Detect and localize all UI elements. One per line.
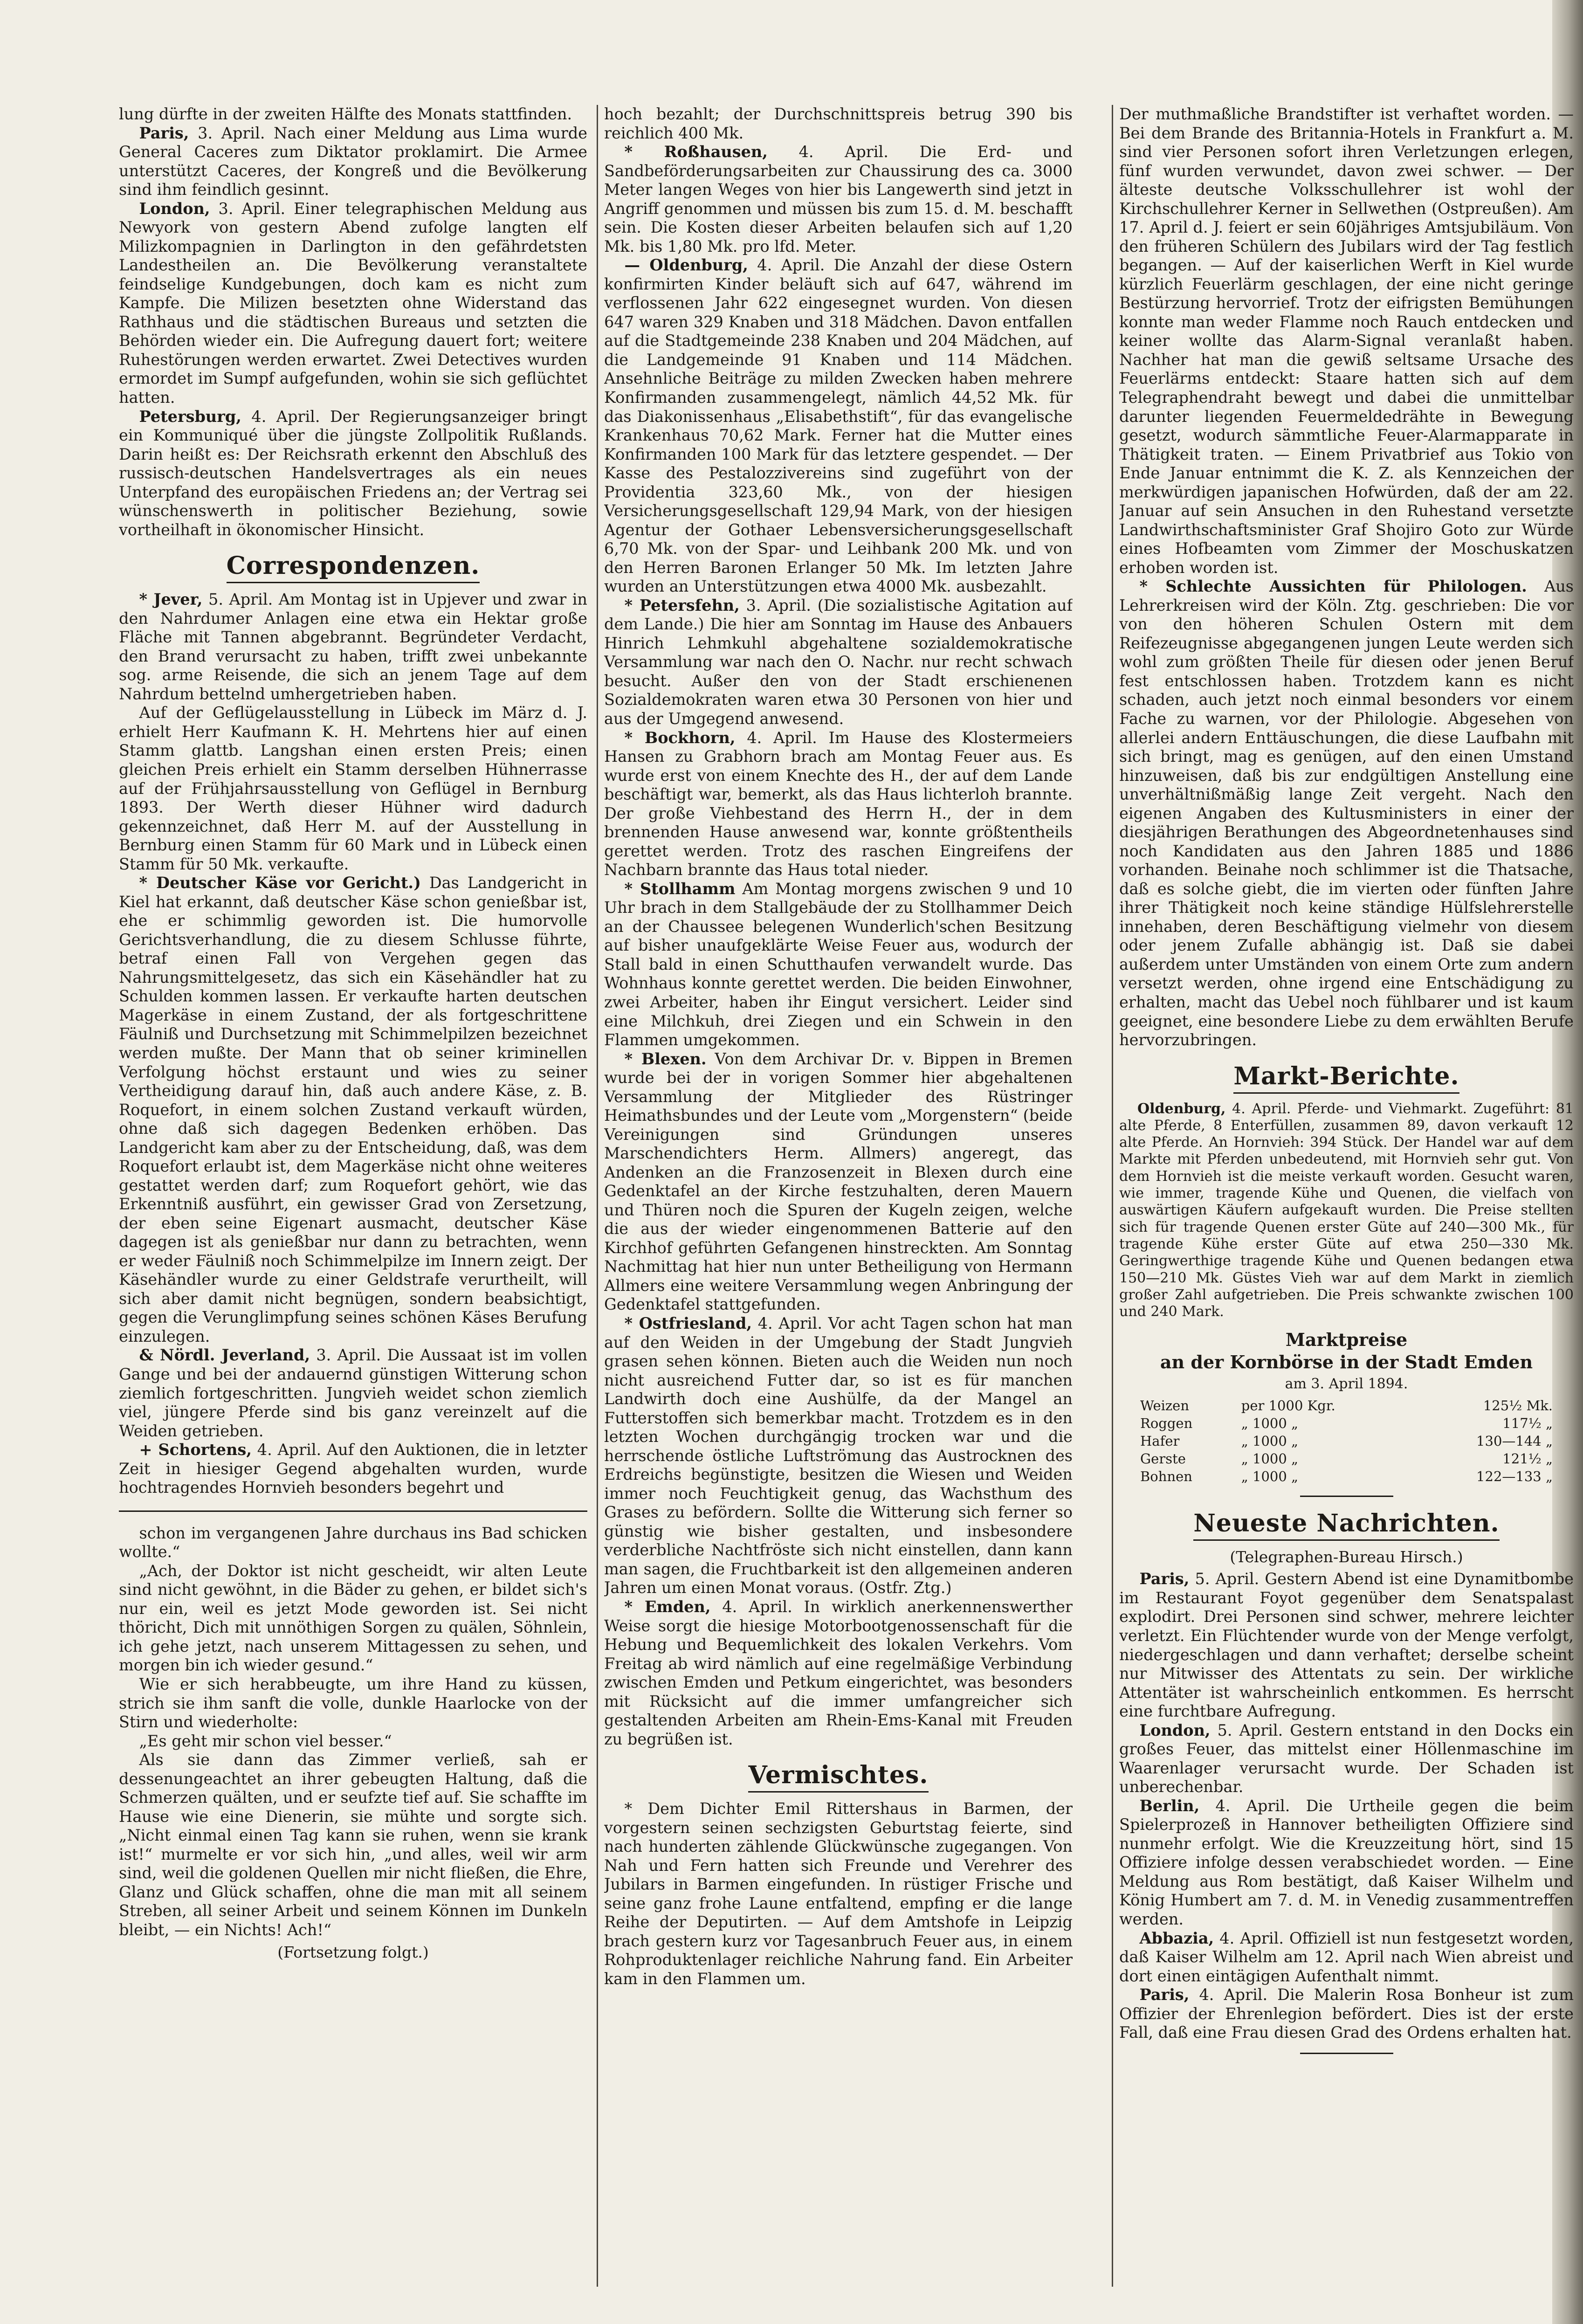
column-right — [1119, 105, 1574, 2296]
price-title-line: an der Kornbörse in der Stadt Emden — [1160, 1351, 1533, 1372]
market-report — [1119, 1101, 1574, 1321]
price-table-title — [1119, 1329, 1574, 1373]
price-row — [1137, 1432, 1555, 1450]
news-text: 5. April. Am Montag ist in Upjever und zwar in den Nahrdumer Anlagen eine etwa ein Hektar große Fläche mit Tannen abgebrannt. Begründeter Verdacht, den Brand verursacht zu haben, trifft zwei unbekannte sog. arme Reisende, die sich an jenem Tage auf dem Nahrdum bettelnd umhergetrieben haben. — [119, 590, 587, 703]
price-cell-price: 117½ „ — [1502, 1415, 1553, 1432]
dateline: * Bockhorn, — [624, 728, 736, 747]
news-source: (Telegraphen-Bureau Hirsch.) — [1230, 1548, 1463, 1566]
news-item — [604, 1314, 1073, 1598]
section-heading-text: Markt-Berichte. — [1233, 1062, 1459, 1094]
item-heading: * Deutscher Käse vor Gericht.) — [139, 874, 421, 892]
section-heading — [604, 1761, 1073, 1789]
price-cell-per: „ 1000 „ — [1241, 1469, 1299, 1485]
column-left — [119, 105, 587, 2296]
news-text: 3. April. Die Aussaat ist im vollen Gange und bei der andauernd günstigen Witterung schon ziemlich fortgeschritten. Jungvieh weidet schon ziemlich viel, jüngere Pferde sind bis ganz vereinzelt auf die Weiden getrieben. — [119, 1346, 587, 1440]
news-item — [1119, 1986, 1574, 2042]
news-item — [119, 200, 587, 407]
news-text: 4. April. Im Hause des Klostermeiers Hansen zu Grabhorn brach am Montag Feuer aus. Es wurde erst von einem Knechte des H., der auf dem Lande beschäftigt war, bemerkt, als das Haus lichterloh brannte. Der große Viehbestand des Herrn H., der in dem brennenden Hause anwesend war, konnte größtentheils gerettet werden. Trotz des raschen Eingreifens der Nachbarn brannte das Haus total nieder. — [604, 728, 1073, 879]
news-item — [119, 124, 587, 200]
section-heading-text: Neueste Nachrichten. — [1193, 1509, 1499, 1541]
news-item — [1119, 1929, 1574, 1986]
price-row — [1137, 1450, 1555, 1468]
news-item — [119, 1441, 587, 1497]
price-cell-per: per 1000 Kgr. — [1241, 1398, 1335, 1414]
dateline: * Stollhamm — [624, 879, 736, 898]
news-item — [604, 256, 1073, 596]
news-item — [119, 407, 587, 540]
price-table-date: am 3. April 1894. — [1285, 1376, 1408, 1393]
price-cell-price: 130—144 „ — [1476, 1433, 1553, 1449]
news-text: Aus Lehrerkreisen wird der Köln. Ztg. geschrieben: Die vor von den höheren Schulen Ostern mit dem Reifezeugnisse abgegangenen jungen Leute werden sich wohl zum größten Theile für diesen oder jenen Beruf fest entschlossen haben. Trotzdem kann es nicht schaden, auch jetzt noch einmal besonders vor einem Fache zu warnen, vor der Philologie. Abgesehen von allerlei andern Enttäuschungen, die diese Laufbahn mit sich bringt, mag es genügen, auf den einen Umstand hinzuweisen, daß bis zur endgültigen Anstellung eine unverhältnißmäßig lange Zeit vergeht. Nach den eigenen Angaben des Kultusministers in einer der diesjährigen Berathungen des Abgeordnetenhauses sind noch Kandidaten aus den Jahren 1885 und 1886 vorhanden. Beinahe noch schlimmer ist die Thatsache, daß es solche giebt, die im vierten oder fünften Jahre ihrer Thätigkeit noch keine ständige Hülfslehrerstelle innehaben, deren Beschäftigung vielmehr von diesem oder jenem Zufalle abhängig ist. Daß sie dabei außerdem unter Umständen von einem Orte zum andern versetzt werden, ohne irgend eine Entschädigung zu erhalten, macht das Uebel noch fühlbarer und ist kaum geeignet, eine besondere Liebe zu dem erwählten Berufe hervorzubringen. — [1119, 577, 1574, 1049]
news-text: 5. April. Gestern entstand in den Docks ein großes Feuer, das mittelst einer Höllenmaschine im Waarenlager verursacht wurde. Der Schaden ist unberechenbar. — [1119, 1721, 1574, 1796]
news-item — [604, 880, 1073, 1050]
price-row — [1137, 1397, 1555, 1414]
column-rule — [597, 105, 598, 2287]
price-cell-per: „ 1000 „ — [1241, 1433, 1299, 1449]
price-cell-price: 121½ „ — [1502, 1451, 1553, 1467]
news-text: 3. April. Nach einer Meldung aus Lima wurde General Caceres zum Diktator proklamirt. Die Armee unterstützt Caceres, der Kongreß und die Bevölkerung sind ihm feindlich gesinnt. — [119, 124, 587, 199]
dateline: * Roßhausen, — [624, 143, 768, 161]
news-text: 4. April. In wirklich anerkennenswerther Weise sorgt die hiesige Motorbootgenossenschaft für die Hebung und Bequemlichkeit des lokalen Verkehrs. Vom Freitag ab wird nämlich auf eine regelmäßige Verbindung zwischen Emden und Petkum eingerichtet, was besonders mit Rücksicht auf die immer umfangreicher sich gestaltenden Arbeiten am Rhein-Ems-Kanal mit Freuden zu begrüßen ist. — [604, 1597, 1073, 1748]
paragraph: lung dürfte in der zweiten Hälfte des Monats stattfinden. — [119, 105, 572, 123]
divider — [1300, 2053, 1393, 2054]
dateline: Paris, — [1139, 1986, 1190, 2004]
story-paragraph: schon im vergangenen Jahre durchaus ins Bad schicken wollte.“ — [119, 1524, 587, 1561]
story-paragraph: „Ach, der Doktor ist nicht gescheidt, wir alten Leute sind nicht gewöhnt, in die Bäder zu gehen, er bildet sich's nur ein, weil es jetzt Mode geworden ist. Sei nicht thöricht, Dich mit unnöthigen Sorgen zu quälen, Söhnlein, ich gehe jetzt, nach unserem Mittagessen zu sehen, und morgen bin ich wieder gesund.“ — [119, 1561, 587, 1675]
price-cell-per: „ 1000 „ — [1241, 1415, 1299, 1432]
price-cell-name: Bohnen — [1140, 1469, 1192, 1485]
news-item: Auf der Geflügelausstellung in Lübeck im März d. J. erhielt Herr Kaufmann K. H. Mehrtens hier auf einen Stamm glattb. Langshan einen ersten Preis; einen gleichen Preis erhielt ein Stamm derselben Hühnerrasse auf der Frühjahrsausstellung von Geflügel in Bernburg 1893. Der Werth dieser Hühner wird dadurch gekennzeichnet, daß Herr M. auf der Ausstellung in Bernburg einen Stamm für 60 Mark und in Lübeck einen Stamm für 50 Mk. verkaufte. — [119, 703, 587, 873]
news-text: 4. April. Auf den Auktionen, die in letzter Zeit in hiesiger Gegend abgehalten wurden, wurde hochtragendes Hornvieh besonders begehrt und — [119, 1441, 587, 1497]
news-item — [1119, 1570, 1574, 1721]
item-heading: * Schlechte Aussichten für Philologen. — [1139, 577, 1527, 596]
dateline: London, — [1139, 1721, 1211, 1739]
section-heading — [119, 552, 587, 580]
price-cell-name: Gerste — [1140, 1451, 1186, 1467]
divider — [1300, 1496, 1393, 1497]
news-item — [604, 596, 1073, 729]
news-item — [119, 874, 587, 1346]
news-item: * Dem Dichter Emil Rittershaus in Barmen, der vorgestern seinen sechzigsten Geburtstag feierte, sind nach hunderten zählende Glückwünsche zugegangen. Von Nah und Fern hatten sich Freunde und Verehrer des Jubilars in Barmen eingefunden. In rüstiger Frische und seine ganz frohe Laune entfaltend, empfing er die lange Reihe der Deputirten. — Auf dem Amtshofe in Leipzig brach gestern kurz vor Tagesanbruch Feuer aus, in einem Rohproduktenlager reichliche Nahrung fand. Ein Arbeiter kam in den Flammen um. — [604, 1800, 1073, 1988]
news-text: Von dem Archivar Dr. v. Bippen in Bremen wurde bei der in vorigen Sommer hier abgehaltenen Versammlung der Mitglieder des Rüstringer Heimathsbundes und der Leute vom „Morgenstern“ (beide Vereinigungen sind Gründungen unseres Marschendichters Herm. Allmers) angeregt, das Andenken an die Franzosenzeit in Blexen durch eine Gedenktafel an der Kirche festzuhalten, deren Mauern und Thüren noch die Spuren der Kugeln zeigen, welche die aus der wieder eingenommenen Batterie auf den Kirchhof geführten Gefangenen hinstreckten. Am Sonntag Nachmittag hat hier nun unter Betheiligung von Hermann Allmers eine weitere Versammlung wegen Anbringung der Gedenktafel stattgefunden. — [604, 1049, 1073, 1314]
price-title-line: Marktpreise — [1285, 1329, 1408, 1351]
news-text: 4. April. Der Regierungsanzeiger bringt ein Kommuniqué über die jüngste Zollpolitik Rußlands. Darin heißt es: Der Reichsrath erkennt den Abschluß des russisch-deutschen Handelsvertrages als ein neues Unterpfand des europäischen Friedens an; der Vertrag sei wünschenswerth in politischer Beziehung, sowie vortheilhaft in ökonomischer Hinsicht. — [119, 407, 587, 539]
price-cell-per: „ 1000 „ — [1241, 1451, 1299, 1467]
dateline: Paris, — [1139, 1570, 1190, 1588]
story-paragraph: Wie er sich herabbeugte, um ihre Hand zu küssen, strich sie ihm sanft die volle, dunkle Haarlocke von der Stirn und wiederholte: — [119, 1675, 587, 1731]
price-cell-name: Roggen — [1140, 1415, 1193, 1432]
feuilleton-story — [119, 1524, 587, 1962]
story-paragraph: „Es geht mir schon viel besser.“ — [139, 1731, 392, 1750]
news-item — [604, 729, 1073, 880]
dateline: & Nördl. Jeverland, — [139, 1346, 310, 1365]
paragraph: Der muthmaßliche Brandstifter ist verhaftet worden. — Bei dem Brande des Britannia-Hotels in Frankfurt a. M. sind vier Personen sofort ihren Verletzungen erlegen, fünf wurden verwundet, davon zwei schwer. — Der älteste deutsche Volksschullehrer ist wohl der Kirchschullehrer Kerner in Sellwethen (Ostpreußen). Am 17. April d. J. feiert er sein 60jähriges Amtsjubiläum. Von den früheren Schülern des Jubilars wird der Tag festlich begangen. — Auf der kaiserlichen Werft in Kiel wurde kürzlich Feuerlärm geschlagen, der eine nicht geringe Bestürzung hervorrief. Trotz der eifrigsten Bemühungen konnte man weder Flamme noch Rauch entdecken und keiner wollte das Alarm-Signal veranlaßt haben. Nachher hat man die gewiß seltsame Ursache des Feuerlärms entdeckt: Staare hatten sich auf dem Telegraphendraht bewegt und dabei die unmittelbar darunter liegenden Feuermeldedrähte in Bewegung gesetzt, wodurch sämmtliche Feuer-Alarmapparate in Thätigkeit traten. — Einem Privatbrief aus Tokio von Ende Januar entnimmt die K. Z. als Kennzeichen der merkwürdigen japanischen Hofwürden, daß der am 22. Januar auf sein Ansuchen in den Ruhestand versetzte Landwirthschaftsminister Graf Shojiro Goto zur Würde eines Hofbeamten vom Zimmer der Moschuskatzen erhoben worden ist. — [1119, 105, 1574, 577]
price-cell-name: Hafer — [1140, 1433, 1180, 1449]
dateline: * Petersfehn, — [624, 596, 740, 614]
section-heading-text: Correspondenzen. — [227, 552, 480, 583]
feuilleton-divider — [119, 1510, 587, 1512]
column-rule — [1112, 105, 1113, 2287]
price-row — [1137, 1468, 1555, 1485]
news-item — [1119, 1721, 1574, 1797]
news-item — [1119, 577, 1574, 1049]
news-text: 4. April. Die Malerin Rosa Bonheur ist zum Offizier der Ehrenlegion befördert. Dies ist der erste Fall, daß eine Frau diesen Grad des Ordens erhalten hat. — [1119, 1986, 1574, 2042]
price-table — [1137, 1397, 1555, 1485]
news-text: 5. April. Gestern Abend ist eine Dynamitbombe im Restaurant Foyot gegenüber dem Senatspalast explodirt. Drei Personen sind schwer, mehrere leichter verletzt. Ein Flüchtender wurde von der Menge verfolgt, niedergeschlagen und dann verhaftet; derselbe scheint nur Mitwisser des Attentats zu sein. Der wirkliche Attentäter ist wahrscheinlich entkommen. Es herrscht eine furchtbare Aufregung. — [1119, 1570, 1574, 1721]
price-cell-name: Weizen — [1140, 1398, 1189, 1414]
dateline: Oldenburg, — [1137, 1100, 1226, 1117]
news-text: Am Montag morgens zwischen 9 und 10 Uhr brach in dem Stallgebäude der zu Stollhammer Deich an der Chaussee belegenen Wunderlich'schen Besitzung auf bisher unaufgeklärte Weise Feuer aus, wodurch der Stall bald in einen Schutthaufen verwandelt wurde. Das Wohnhaus konnte gerettet werden. Die beiden Einwohner, zwei Arbeiter, haben ihr Eingut versichert. Leider sind eine Milchkuh, drei Ziegen und ein Schwein in den Flammen umgekommen. — [604, 879, 1073, 1049]
news-item — [119, 1346, 587, 1441]
news-text: 4. April. Die Erd- und Sandbeförderungsarbeiten zur Chaussirung des ca. 3000 Meter langen Weges von hier bis Langewerth sind jetzt in Angriff genommen und müssen bis zum 15. d. M. beschafft sein. Die Kosten dieser Arbeiten belaufen sich auf 1,20 Mk. bis 1,80 Mk. pro lfd. Meter. — [604, 143, 1073, 255]
column-middle — [604, 105, 1073, 2296]
price-cell-price: 122—133 „ — [1476, 1469, 1553, 1485]
news-item — [119, 590, 587, 703]
dateline: * Blexen. — [624, 1049, 707, 1068]
dateline: * Ostfriesland, — [624, 1314, 752, 1332]
news-text: 4. April. Vor acht Tagen schon hat man auf den Weiden in der Umgebung der Stadt Jungvieh grasen sehen können. Bieten auch die Weiden nun noch nicht ausreichend Futter dar, so ist es für manchen Landwirth doch eine Aushülfe, da der Mangel an Futterstoffen sich bemerkbar macht. Trotzdem es in den letzten Wochen durchgängig trocken war und die herrschende östliche Luftströmung das Austrocknen des Erdreichs begünstigte, besitzen die Wiesen und Weiden immer noch Feuchtigkeit genug, das Wachsthum des Grases zu befördern. Sollte die Witterung sich ferner so günstig wie bisher gestalten, und insbesondere verderbliche Nachtfröste sich nicht einstellen, dann kann man sagen, die Fruchtbarkeit ist den allgemeinen anderen Jahren um einen Monat voraus. (Ostfr. Ztg.) — [604, 1314, 1073, 1597]
price-cell-price: 125½ Mk. — [1483, 1398, 1553, 1414]
story-paragraph: Als sie dann das Zimmer verließ, sah er dessenungeachtet an ihrer gebeugten Haltung, daß die Schmerzen quälten, und er seufzte tief auf. Sie schaffte im Hause wie eine Dienerin, sie mühte und sorgte sich. „Nicht einmal einen Tag kann sie ruhen, wenn sie krank ist!“ murmelte er vor sich hin, „und alles, weil wir arm sind, weil die goldenen Quellen mir nicht fließen, die Ehre, Glanz und Glück schaffen, ohne die man mit all seinem Streben, all seiner Arbeit und seinem Können im Dunkeln bleibt, — ein Nichts! Ach!“ — [119, 1751, 587, 1939]
price-row — [1137, 1414, 1555, 1432]
dateline: + Schortens, — [139, 1441, 252, 1459]
news-text: 3. April. Einer telegraphischen Meldung aus Newyork von gestern Abend zufolge langten elf Milizkompagnien in Darlington in den gefährdetsten Landestheilen an. Die Bevölkerung veranstaltete feindselige Kundgebungen, doch kam es nicht zum Kampfe. Die Milizen besetzten ohne Widerstand das Rathhaus und die städtischen Bureaus und setzten die Behörden wieder ein. Die Aufregung dauert fort; weitere Ruhestörungen werden erwartet. Zwei Detectives wurden ermordet im Sumpf aufgefunden, wohin sie sich geflüchtet hatten. — [119, 199, 587, 407]
continuation-note: (Fortsetzung folgt.) — [277, 1943, 429, 1962]
news-item — [604, 1050, 1073, 1314]
news-item — [1119, 1797, 1574, 1929]
section-heading — [1119, 1509, 1574, 1538]
section-heading — [1119, 1062, 1574, 1090]
section-heading-text: Vermischtes. — [748, 1761, 928, 1793]
news-text: 3. April. (Die sozialistische Agitation auf dem Lande.) Die hier am Sonntag im Hause des Anbauers Hinrich Lehmkuhl abgehaltene sozialdemokratische Versammlung war nach den O. Nachr. nur recht schwach besucht. Außer den von der Stadt erschienenen Sozialdemokraten waren etwa 30 Personen von hier und aus der Umgegend anwesend. — [604, 596, 1073, 728]
dateline: Abbazia, — [1139, 1929, 1214, 1947]
dateline: Paris, — [139, 124, 189, 142]
dateline: — Oldenburg, — [624, 256, 748, 275]
news-text: 4. April. Die Anzahl der diese Ostern konfirmirten Kinder beläuft sich auf 647, während im verflossenen Jahr 622 eingesegnet wurden. Von diesen 647 waren 329 Knaben und 318 Mädchen. Davon entfallen auf die Stadtgemeinde 238 Knaben und 204 Mädchen, auf die Landgemeinde 91 Knaben und 114 Mädchen. Ansehnliche Beiträge zu milden Zwecken haben mehrere Konfirmanden zusammengelegt, nämlich 44,52 Mk. für das Diakonissenhaus „Elisabethstift“, für das evangelische Krankenhaus 70,62 Mark. Ferner hat die Mutter eines Konfirmanden 100 Mark für das letztere gespendet. — Der Kasse des Pestalozzivereins sind zugeführt von der Providentia 323,60 Mk., von der hiesigen Versicherungsgesellschaft 129,94 Mark, von der hiesigen Agentur der Gothaer Lebensversicherungsgesellschaft 6,70 Mk. von der Spar- und Leihbank 200 Mk. und von den Herren Baronen Erlanger 50 Mk. Im letzten Jahre wurden an Unterstützungen etwa 4000 Mk. ausbezahlt. — [604, 256, 1073, 596]
news-text: 4. April. Pferde- und Viehmarkt. Zugeführt: 81 alte Pferde, 8 Enterfüllen, zusammen 89, davon verkauft 12 alte Pferde. An Hornvieh: 394 Stück. Der Handel war auf dem Markte mit Pferden unbedeutend, mit Hornvieh sehr gut. Von dem Hornvieh ist die meiste verkauft worden. Gesucht waren, wie immer, tragende Kühe und Quenen, die vielfach von auswärtigen Käufern aufgekauft wurden. Die Preise stellten sich für tragende Quenen erster Güte auf 240—300 Mk., für tragende Kühe erster Güte auf etwa 250—330 Mk. Geringwerthige tragende Kühe und Quenen bedangen etwa 150—210 Mk. Güstes Vieh war auf dem Markt in ziemlich großer Zahl aufgetrieben. Die Preis schwankte zwischen 100 und 240 Mark. — [1119, 1100, 1574, 1320]
dateline: London, — [139, 199, 210, 218]
news-item — [604, 1598, 1073, 1749]
dateline: Petersburg, — [139, 407, 241, 426]
paragraph: hoch bezahlt; der Durchschnittspreis betrug 390 bis reichlich 400 Mk. — [604, 105, 1073, 142]
dateline: * Jever, — [139, 590, 203, 609]
news-item — [604, 143, 1073, 256]
news-text: 4. April. Offiziell ist nun festgesetzt worden, daß Kaiser Wilhelm am 12. April nach Wien abreist und dort einen eintägigen Aufenthalt nimmt. — [1119, 1929, 1574, 1985]
news-item — [1119, 1101, 1574, 1321]
news-text: 4. April. Die Urtheile gegen die beim Spielerprozeß in Hannover betheiligten Offiziere sind nunmehr erfolgt. Wie die Kreuzzeitung hört, sind 15 Offiziere infolge dessen verabschiedet worden. — Eine Meldung aus Rom bestätigt, daß Kaiser Wilhelm und König Humbert am 7. d. M. in Venedig zusammentreffen werden. — [1119, 1796, 1574, 1928]
dateline: Berlin, — [1139, 1796, 1200, 1815]
news-text: Das Landgericht in Kiel hat erkannt, daß deutscher Käse schon genießbar ist, ehe er schimmlig geworden ist. Die humorvolle Gerichtsverhandlung, die zu diesem Schlusse führte, betraf einen Fall von Vergehen gegen das Nahrungsmittelgesetz, das sich ein Käsehändler hat zu Schulden kommen lassen. Er verkaufte harten deutschen Magerkäse in einem Zustand, der als fortgeschrittene Fäulniß und Durchsetzung mit Schimmelpilzen bezeichnet werden mußte. Der Mann that ob seiner kriminellen Verfolgung höchst erstaunt und wies zu seiner Vertheidigung darauf hin, daß auch andere Käse, z. B. Roquefort, in einem solchen Zustand verkauft würden, ohne daß sich dagegen Bedenken erhöben. Das Landgericht kam aber zu der Entscheidung, daß, was dem Roquefort erlaubt ist, dem Magerkäse nicht ohne weiteres gestattet werden darf; zum Roquefort gehört, wie das Erkenntniß ausführt, ein gewisser Grad von Zersetzung, der eben seine Eigenart ausmacht, deutscher Käse dagegen ist als genießbar nur dann zu betrachten, wenn er weder Fäulniß noch Schimmelpilze im Innern zeigt. Der Käsehändler wurde zu einer Geldstrafe verurtheilt, will sich aber damit nicht begnügen, sondern beabsichtigt, gegen die Verunglimpfung seines schönen Käses Berufung einzulegen. — [119, 874, 587, 1345]
dateline: * Emden, — [624, 1597, 711, 1616]
